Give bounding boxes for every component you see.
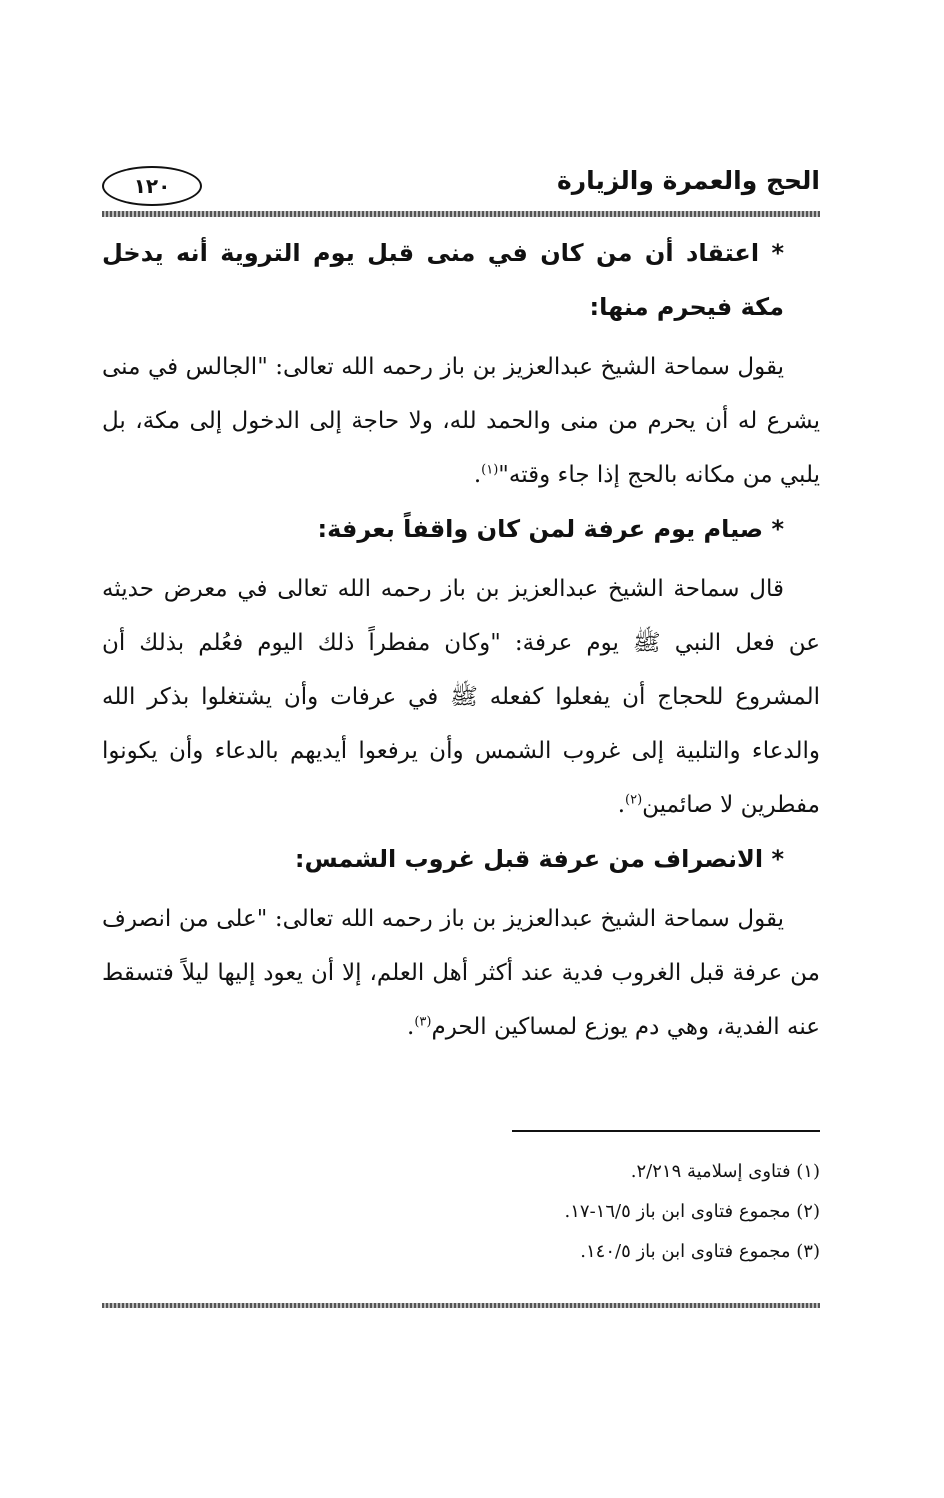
footnote-separator [512,1130,820,1132]
footnote-mark: (١) [481,462,499,478]
paragraph-text: قال سماحة الشيخ عبدالعزيز بن باز رحمه الله تعالى في معرض حديثه عن فعل النبي ﷺ يوم عرفة: "وكان مفطراً ذلك اليوم فعُلم بذلك أن المشروع للحجاج أن يفعلوا كفعله ﷺ في عرفات وأن يشتغلوا بذكر الله والدعاء والتلبية إلى غروب الشمس وأن يرفعوا أيديهم بالدعاء وأن يكونوا مفطرين لا صائمين [102,576,820,818]
section-paragraph: يقول سماحة الشيخ عبدالعزيز بن باز رحمه الله تعالى: "الجالس في منى يشرع له أن يحرم من منى والحمد لله، ولا حاجة إلى الدخول إلى مكة، بل يلبي من مكانه بالحج إذا جاء وقته"$^{(١)}$. [102,354,820,488]
footnote-mark: (٢) [625,792,643,808]
footnote: (٣) مجموع فتاوى ابن باز ١٤٠/٥. [580,1241,820,1262]
footer-divider [102,1303,820,1308]
section-heading-text: * صيام يوم عرفة لمن كان واقفاً بعرفة: [317,515,784,543]
paragraph-text: يقول سماحة الشيخ عبدالعزيز بن باز رحمه الله تعالى: "على من انصرف من عرفة قبل الغروب فدية عند أكثر أهل العلم، إلا أن يعود إليها ليلاً فتسقط عنه الفدية، وهي دم يوزع لمساكين الحرم [102,906,820,1040]
section-paragraph: قال سماحة الشيخ عبدالعزيز بن باز رحمه الله تعالى في معرض حديثه عن فعل النبي ﷺ يوم عرفة: "وكان مفطراً ذلك اليوم فعُلم بذلك أن المشروع للحجاج أن يفعلوا كفعله ﷺ في عرفات وأن يشتغلوا بذكر الله والدعاء والتلبية إلى غروب الشمس وأن يرفعوا أيديهم بالدعاء وأن يكونوا مفطرين لا صائمين$^{(٢)}$. [102,576,820,818]
section-heading [102,502,820,556]
header-divider [102,211,820,217]
section-heading [102,226,820,334]
paragraph-text: يقول سماحة الشيخ عبدالعزيز بن باز رحمه الله تعالى: "الجالس في منى يشرع له أن يحرم من منى والحمد لله، ولا حاجة إلى الدخول إلى مكة، بل يلبي من مكانه بالحج إذا جاء وقته" [102,354,820,488]
footnotes [320,1152,820,1272]
footnote: (٢) مجموع فتاوى ابن باز ١٦/٥-١٧. [564,1201,820,1222]
section-paragraph: يقول سماحة الشيخ عبدالعزيز بن باز رحمه الله تعالى: "على من انصرف من عرفة قبل الغروب فدية عند أكثر أهل العلم، إلا أن يعود إليها ليلاً فتسقط عنه الفدية، وهي دم يوزع لمساكين الحرم$^{(٣)}$. [102,906,820,1040]
main-text [102,226,820,1054]
section-heading-text: * اعتقاد أن من كان في منى قبل يوم التروية أنه يدخل مكة فيحرم منها: [102,239,784,321]
page-number: ١٢٠ [102,166,202,206]
running-title: الحج والعمرة والزيارة [556,166,820,195]
running-header [102,162,820,212]
section-heading-text: * الانصراف من عرفة قبل غروب الشمس: [294,845,784,873]
footnote-mark: (٣) [414,1014,432,1030]
section-heading [102,832,820,886]
footnote: (١) فتاوى إسلامية ٢/٢١٩. [630,1161,820,1182]
